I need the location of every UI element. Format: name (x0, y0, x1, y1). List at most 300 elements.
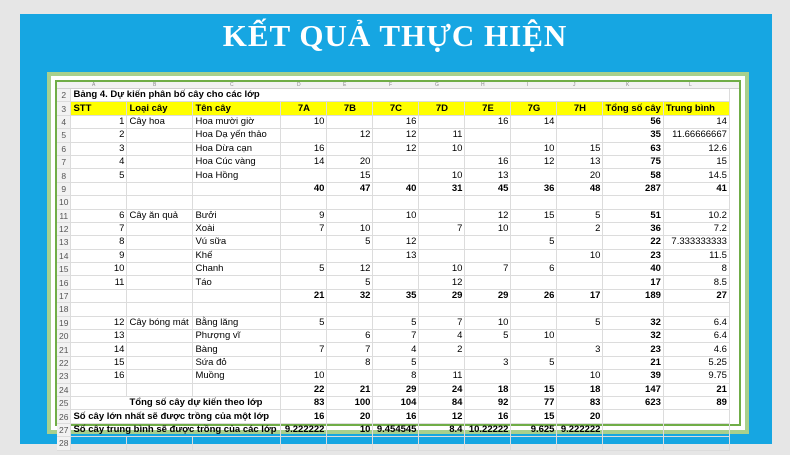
cell[interactable]: 9 (71, 249, 127, 262)
cell[interactable] (373, 437, 419, 450)
cell[interactable] (127, 236, 193, 249)
cell[interactable] (71, 303, 127, 316)
cell[interactable] (193, 289, 281, 302)
cell[interactable]: Hoa Hồng (193, 169, 281, 182)
cell[interactable] (419, 155, 465, 168)
cell[interactable] (71, 437, 127, 450)
cell[interactable]: 23 (603, 343, 663, 356)
cell[interactable]: 41 (663, 182, 729, 195)
cell[interactable] (419, 196, 465, 209)
row-number[interactable]: 6 (57, 142, 71, 155)
cell[interactable]: 29 (419, 289, 465, 302)
cell[interactable] (603, 437, 663, 450)
cell[interactable]: 18 (557, 383, 603, 396)
cell[interactable]: 8 (373, 370, 419, 383)
cell[interactable]: 16 (281, 410, 327, 423)
cell[interactable]: 26 (511, 289, 557, 302)
row-number[interactable]: 14 (57, 249, 71, 262)
cell[interactable] (557, 129, 603, 142)
cell[interactable]: 5 (281, 263, 327, 276)
cell[interactable]: 16 (281, 142, 327, 155)
cell[interactable]: 7D (419, 102, 465, 115)
cell[interactable] (127, 437, 193, 450)
cell[interactable]: 7 (419, 316, 465, 329)
cell[interactable]: 10 (557, 249, 603, 262)
cell[interactable]: 16 (373, 410, 419, 423)
cell[interactable] (193, 196, 281, 209)
cell[interactable]: 10 (419, 142, 465, 155)
cell[interactable]: Hoa Dừa cạn (193, 142, 281, 155)
cell[interactable]: Số cây lớn nhất sẽ được trồng của một lớp (71, 410, 281, 423)
cell[interactable] (557, 437, 603, 450)
cell[interactable]: Tổng số cây (603, 102, 663, 115)
cell[interactable]: 14 (511, 115, 557, 128)
cell[interactable]: 287 (603, 182, 663, 195)
cell[interactable] (373, 196, 419, 209)
cell[interactable] (327, 115, 373, 128)
cell[interactable]: 3 (557, 343, 603, 356)
cell[interactable]: Bưởi (193, 209, 281, 222)
column-letter[interactable]: J (573, 82, 576, 88)
cell[interactable]: 21 (327, 383, 373, 396)
cell[interactable]: 8 (71, 236, 127, 249)
cell[interactable]: 89 (663, 396, 729, 409)
cell[interactable]: 12.6 (663, 142, 729, 155)
cell[interactable]: 11 (419, 129, 465, 142)
cell[interactable]: Khế (193, 249, 281, 262)
column-letter[interactable]: E (343, 82, 347, 88)
cell[interactable]: 13 (557, 155, 603, 168)
cell[interactable] (71, 383, 127, 396)
cell[interactable]: 3 (465, 356, 511, 369)
cell[interactable]: Bằng lăng (193, 316, 281, 329)
cell[interactable]: 6 (71, 209, 127, 222)
cell[interactable] (419, 356, 465, 369)
cell[interactable]: 10 (327, 222, 373, 235)
cell[interactable]: Số cây trung bình sẽ được trồng của các lớp (71, 423, 281, 436)
cell[interactable] (419, 115, 465, 128)
cell[interactable] (557, 196, 603, 209)
cell[interactable]: 10 (281, 370, 327, 383)
row-number[interactable]: 5 (57, 129, 71, 142)
row-number[interactable]: 21 (57, 343, 71, 356)
row-number[interactable]: 18 (57, 303, 71, 316)
cell[interactable]: 12 (327, 263, 373, 276)
cell[interactable] (127, 303, 193, 316)
cell[interactable]: 10 (465, 316, 511, 329)
cell[interactable] (465, 142, 511, 155)
cell[interactable]: 47 (327, 182, 373, 195)
column-letter[interactable]: D (297, 82, 301, 88)
cell[interactable] (127, 182, 193, 195)
cell[interactable]: 7G (511, 102, 557, 115)
cell[interactable] (127, 155, 193, 168)
cell[interactable]: 4 (419, 330, 465, 343)
cell[interactable] (193, 303, 281, 316)
cell[interactable]: 29 (465, 289, 511, 302)
cell[interactable]: Táo (193, 276, 281, 289)
row-number[interactable]: 23 (57, 370, 71, 383)
cell[interactable] (327, 437, 373, 450)
cell[interactable]: 15 (511, 209, 557, 222)
cell[interactable] (127, 196, 193, 209)
cell[interactable]: 12 (419, 276, 465, 289)
cell[interactable] (127, 222, 193, 235)
cell[interactable]: 14.5 (663, 169, 729, 182)
cell[interactable] (281, 356, 327, 369)
cell[interactable]: 5 (373, 356, 419, 369)
cell[interactable] (327, 316, 373, 329)
cell[interactable] (373, 263, 419, 276)
cell[interactable] (419, 249, 465, 262)
cell[interactable]: 7 (327, 343, 373, 356)
cell[interactable] (281, 303, 327, 316)
row-number[interactable]: 22 (57, 356, 71, 369)
cell[interactable] (465, 343, 511, 356)
cell[interactable]: 20 (327, 410, 373, 423)
cell[interactable]: 4.6 (663, 343, 729, 356)
cell[interactable]: 40 (603, 263, 663, 276)
cell[interactable] (127, 169, 193, 182)
cell[interactable]: 58 (603, 169, 663, 182)
cell[interactable]: 10 (511, 330, 557, 343)
cell[interactable] (663, 303, 729, 316)
cell[interactable] (193, 437, 281, 450)
cell[interactable] (127, 330, 193, 343)
cell[interactable]: 12 (373, 142, 419, 155)
cell[interactable] (327, 303, 373, 316)
cell[interactable]: 18 (465, 383, 511, 396)
cell[interactable]: 84 (419, 396, 465, 409)
column-letter[interactable]: F (389, 82, 393, 88)
cell[interactable]: 2 (419, 343, 465, 356)
cell[interactable]: 2 (71, 129, 127, 142)
cell[interactable]: 21 (663, 383, 729, 396)
cell[interactable]: 39 (603, 370, 663, 383)
cell[interactable] (663, 423, 729, 436)
cell[interactable] (557, 356, 603, 369)
cell[interactable] (71, 182, 127, 195)
cell[interactable]: 15 (557, 142, 603, 155)
cell[interactable] (465, 276, 511, 289)
cell[interactable] (419, 209, 465, 222)
cell[interactable] (603, 196, 663, 209)
cell[interactable] (465, 236, 511, 249)
cell[interactable]: 32 (603, 316, 663, 329)
cell[interactable]: 6 (511, 263, 557, 276)
cell[interactable] (419, 236, 465, 249)
cell[interactable] (511, 370, 557, 383)
cell[interactable]: 20 (557, 169, 603, 182)
cell[interactable]: 17 (557, 289, 603, 302)
cell[interactable] (511, 169, 557, 182)
cell[interactable] (193, 182, 281, 195)
cell[interactable] (281, 236, 327, 249)
cell[interactable]: 10 (419, 169, 465, 182)
cell[interactable] (127, 370, 193, 383)
cell[interactable]: 5 (71, 169, 127, 182)
cell[interactable]: 48 (557, 182, 603, 195)
cell[interactable]: 45 (465, 182, 511, 195)
cell[interactable]: 5.25 (663, 356, 729, 369)
cell[interactable]: 15 (663, 155, 729, 168)
cell[interactable]: 10 (327, 423, 373, 436)
cell[interactable] (511, 316, 557, 329)
cell[interactable]: 77 (511, 396, 557, 409)
cell[interactable]: 7E (465, 102, 511, 115)
cell[interactable] (193, 383, 281, 396)
cell[interactable]: 100 (327, 396, 373, 409)
cell[interactable]: Cây ăn quả (127, 209, 193, 222)
cell[interactable]: Hoa mười giờ (193, 115, 281, 128)
cell[interactable] (281, 169, 327, 182)
cell[interactable] (465, 249, 511, 262)
cell[interactable]: Bảng 4. Dự kiến phân bố cây cho các lớp (71, 89, 729, 102)
cell[interactable] (557, 330, 603, 343)
cell[interactable] (127, 383, 193, 396)
cell[interactable]: 3 (71, 142, 127, 155)
cell[interactable] (327, 370, 373, 383)
column-letter[interactable]: L (689, 82, 692, 88)
cell[interactable]: 16 (373, 115, 419, 128)
cell[interactable]: 7A (281, 102, 327, 115)
cell[interactable]: 6.4 (663, 330, 729, 343)
cell[interactable] (327, 209, 373, 222)
cell[interactable]: 7H (557, 102, 603, 115)
cell[interactable] (127, 356, 193, 369)
cell[interactable] (557, 276, 603, 289)
cell[interactable]: Xoài (193, 222, 281, 235)
column-letter[interactable]: C (230, 82, 234, 88)
column-letter[interactable]: G (435, 82, 439, 88)
cell[interactable]: 12 (419, 410, 465, 423)
cell[interactable]: 11.5 (663, 249, 729, 262)
row-number[interactable]: 11 (57, 209, 71, 222)
cell[interactable]: 5 (327, 276, 373, 289)
column-letter[interactable]: H (481, 82, 485, 88)
column-letter[interactable]: K (626, 82, 630, 88)
cell[interactable]: 7C (373, 102, 419, 115)
cell[interactable] (327, 142, 373, 155)
cell[interactable] (127, 276, 193, 289)
cell[interactable]: 1 (71, 115, 127, 128)
cell[interactable]: 29 (373, 383, 419, 396)
cell[interactable]: Muồng (193, 370, 281, 383)
row-number[interactable]: 24 (57, 383, 71, 396)
cell[interactable]: 14 (281, 155, 327, 168)
cell[interactable]: 5 (281, 316, 327, 329)
cell[interactable]: 16 (465, 155, 511, 168)
cell[interactable]: 8 (663, 263, 729, 276)
cell[interactable]: 147 (603, 383, 663, 396)
cell[interactable] (557, 303, 603, 316)
row-number[interactable]: 13 (57, 236, 71, 249)
cell[interactable]: 13 (465, 169, 511, 182)
cell[interactable]: 51 (603, 209, 663, 222)
cell[interactable] (511, 129, 557, 142)
cell[interactable] (327, 249, 373, 262)
cell[interactable]: 75 (603, 155, 663, 168)
cell[interactable] (511, 303, 557, 316)
cell[interactable]: Chanh (193, 263, 281, 276)
cell[interactable]: 5 (511, 356, 557, 369)
cell[interactable] (557, 236, 603, 249)
cell[interactable] (557, 263, 603, 276)
cell[interactable]: 6 (327, 330, 373, 343)
cell[interactable]: 14 (71, 343, 127, 356)
row-number[interactable]: 9 (57, 182, 71, 195)
cell[interactable]: 11 (71, 276, 127, 289)
cell[interactable] (373, 155, 419, 168)
cell[interactable]: Cây bóng mát (127, 316, 193, 329)
cell[interactable]: 7 (465, 263, 511, 276)
row-number[interactable]: 27 (57, 423, 71, 436)
cell[interactable]: 12 (373, 129, 419, 142)
cell[interactable]: Vú sữa (193, 236, 281, 249)
cell[interactable] (511, 196, 557, 209)
cell[interactable]: 104 (373, 396, 419, 409)
cell[interactable]: 15 (511, 410, 557, 423)
row-number[interactable]: 15 (57, 263, 71, 276)
cell[interactable]: 15 (511, 383, 557, 396)
cell[interactable]: 9.75 (663, 370, 729, 383)
cell[interactable]: 7.333333333 (663, 236, 729, 249)
cell[interactable] (71, 289, 127, 302)
cell[interactable]: 4 (71, 155, 127, 168)
cell[interactable]: 35 (373, 289, 419, 302)
cell[interactable]: 22 (281, 383, 327, 396)
cell[interactable]: 8.4 (419, 423, 465, 436)
cell[interactable]: 35 (603, 129, 663, 142)
cell[interactable] (127, 249, 193, 262)
row-number[interactable]: 16 (57, 276, 71, 289)
cell[interactable]: 14 (663, 115, 729, 128)
cell[interactable] (71, 196, 127, 209)
cell[interactable]: 40 (281, 182, 327, 195)
cell[interactable]: 12 (511, 155, 557, 168)
cell[interactable] (465, 303, 511, 316)
cell[interactable] (419, 437, 465, 450)
cell[interactable] (511, 222, 557, 235)
cell[interactable]: Sứa đỏ (193, 356, 281, 369)
row-number[interactable]: 12 (57, 222, 71, 235)
row-number[interactable]: 2 (57, 89, 71, 102)
cell[interactable]: 15 (71, 356, 127, 369)
cell[interactable] (465, 196, 511, 209)
cell[interactable] (127, 263, 193, 276)
cell[interactable]: 27 (663, 289, 729, 302)
cell[interactable]: 11.66666667 (663, 129, 729, 142)
cell[interactable]: 16 (465, 115, 511, 128)
cell[interactable]: 16 (71, 370, 127, 383)
cell[interactable]: 9 (281, 209, 327, 222)
cell[interactable]: 36 (603, 222, 663, 235)
cell[interactable]: Loại cây (127, 102, 193, 115)
cell[interactable]: Bàng (193, 343, 281, 356)
cell[interactable] (281, 196, 327, 209)
row-number[interactable]: 7 (57, 155, 71, 168)
cell[interactable] (127, 289, 193, 302)
cell[interactable]: 10 (557, 370, 603, 383)
cell[interactable]: 15 (327, 169, 373, 182)
cell[interactable]: 10.22222 (465, 423, 511, 436)
cell[interactable] (511, 343, 557, 356)
cell[interactable]: 9.222222 (557, 423, 603, 436)
cell[interactable]: 5 (557, 316, 603, 329)
cell[interactable]: 623 (603, 396, 663, 409)
cell[interactable]: 56 (603, 115, 663, 128)
cell[interactable]: 83 (281, 396, 327, 409)
cell[interactable]: 2 (557, 222, 603, 235)
cell[interactable]: 21 (603, 356, 663, 369)
cell[interactable] (465, 129, 511, 142)
cell[interactable]: 7 (373, 330, 419, 343)
cell[interactable]: 10 (71, 263, 127, 276)
cell[interactable]: 189 (603, 289, 663, 302)
cell[interactable] (373, 169, 419, 182)
cell[interactable]: 24 (419, 383, 465, 396)
cell[interactable]: 21 (281, 289, 327, 302)
row-number[interactable]: 17 (57, 289, 71, 302)
cell[interactable]: 36 (511, 182, 557, 195)
row-number[interactable]: 25 (57, 396, 71, 409)
cell[interactable]: Trung bình (663, 102, 729, 115)
cell[interactable] (511, 437, 557, 450)
cell[interactable]: Hoa Dạ yến thảo (193, 129, 281, 142)
cell[interactable] (373, 276, 419, 289)
cell[interactable]: 7B (327, 102, 373, 115)
cell[interactable]: 20 (327, 155, 373, 168)
cell[interactable]: 83 (557, 396, 603, 409)
cell[interactable] (281, 249, 327, 262)
row-number[interactable]: 8 (57, 169, 71, 182)
cell[interactable]: Tên cây (193, 102, 281, 115)
cell[interactable] (663, 196, 729, 209)
cell[interactable]: 63 (603, 142, 663, 155)
cell[interactable] (603, 423, 663, 436)
cell[interactable]: 9.454545 (373, 423, 419, 436)
cell[interactable] (127, 129, 193, 142)
cell[interactable]: 7 (281, 222, 327, 235)
cell[interactable]: 40 (373, 182, 419, 195)
cell[interactable]: 8 (327, 356, 373, 369)
cell[interactable]: 10.2 (663, 209, 729, 222)
cell[interactable]: 12 (373, 236, 419, 249)
cell[interactable] (281, 129, 327, 142)
cell[interactable] (419, 303, 465, 316)
cell[interactable]: 31 (419, 182, 465, 195)
cell[interactable] (373, 222, 419, 235)
cell[interactable] (603, 303, 663, 316)
cell[interactable]: 17 (603, 276, 663, 289)
cell[interactable]: STT (71, 102, 127, 115)
row-number[interactable]: 26 (57, 410, 71, 423)
cell[interactable]: 5 (327, 236, 373, 249)
cell[interactable] (511, 249, 557, 262)
cell[interactable]: Hoa Cúc vàng (193, 155, 281, 168)
cell[interactable] (511, 276, 557, 289)
cell[interactable]: 7 (71, 222, 127, 235)
cell[interactable]: 10 (465, 222, 511, 235)
cell[interactable]: 8.5 (663, 276, 729, 289)
cell[interactable]: 5 (373, 316, 419, 329)
cell[interactable]: 12 (465, 209, 511, 222)
cell[interactable]: 7 (281, 343, 327, 356)
cell[interactable]: 11 (419, 370, 465, 383)
cell[interactable] (557, 115, 603, 128)
row-number[interactable]: 10 (57, 196, 71, 209)
cell[interactable] (663, 410, 729, 423)
